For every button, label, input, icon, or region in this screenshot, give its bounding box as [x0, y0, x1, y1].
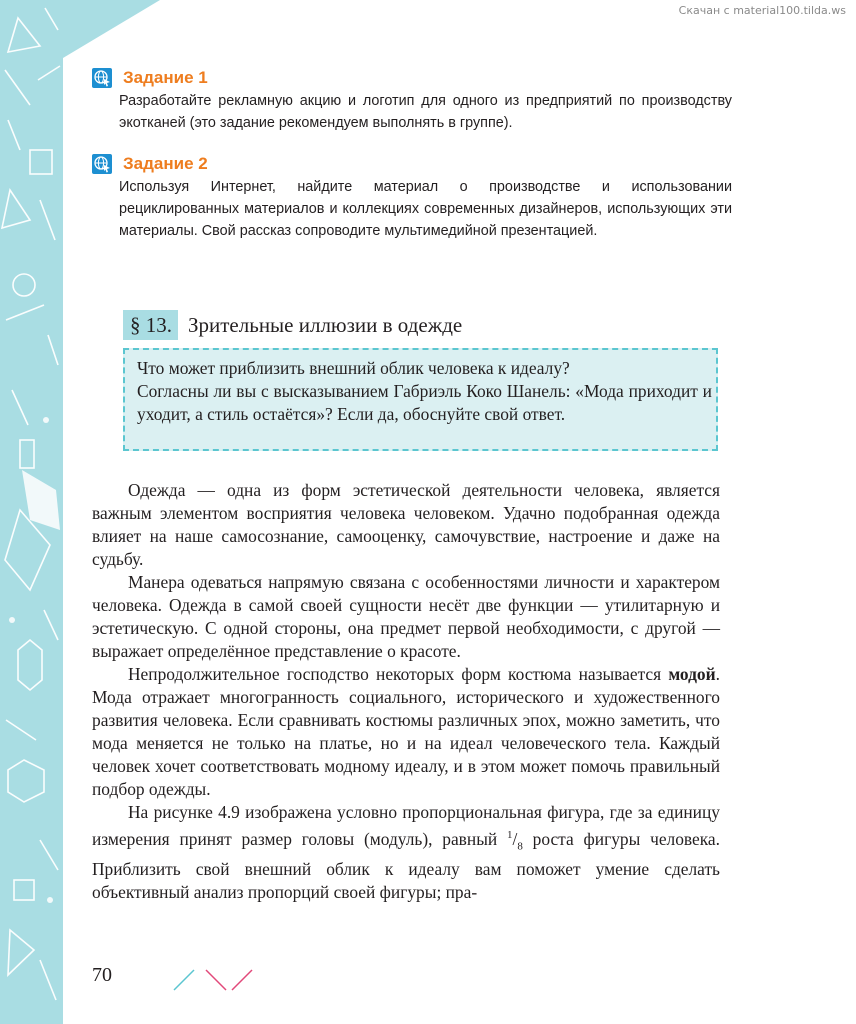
- globe-cursor-icon: [92, 154, 112, 174]
- paragraph-3: Непродолжительное господство некоторых форм костюма называется модой. Мода отражает многогранность социального, исторического и художественного развития человека. Если сравнивать костюмы различных эпох, можно заметить, что мода меняется не только на платье, но и на идеал человеческого тела. Каждый человек хочет соответствовать модному идеалу, и в этом может помочь правильный подбор одежды.: [92, 664, 720, 799]
- task-title: Задание 2: [123, 154, 208, 173]
- task-2: [92, 152, 732, 242]
- task-text: Разработайте рекламную акцию и логотип для одного из предприятий по производству экотканей (это задание рекомендуем выполнять в группе).: [119, 93, 732, 131]
- task-title: Задание 1: [123, 68, 208, 87]
- source-watermark: Скачан с material100.tilda.ws: [678, 4, 846, 17]
- question-2: Согласны ли вы с высказыванием Габриэль Коко Шанель: «Мода приходит и уходит, а стиль остаётся»? Если да, обоснуйте свой ответ.: [137, 381, 712, 424]
- geometric-pattern-icon: [0, 0, 63, 1024]
- paragraph-2: Манера одеваться напрямую связана с особенностями личности и характером человека. Одежда в самой своей сущности несёт две функции — утилитарную и эстетическую. С одной стороны, она предмет первой необходимости, с другой — выражает определённое представление о красоте.: [92, 572, 720, 661]
- section-number: § 13.: [123, 310, 178, 340]
- term-fashion: модой: [668, 664, 716, 684]
- section-title: Зрительные иллюзии в одежде: [188, 312, 463, 337]
- decorative-sidebar: [0, 0, 63, 1024]
- section-heading: [123, 310, 462, 340]
- corner-triangle-decoration: [63, 0, 163, 60]
- task-1: [92, 66, 732, 134]
- question-1: Что может приблизить внешний облик человека к идеалу?: [137, 358, 570, 378]
- paragraph-1: Одежда — одна из форм эстетической деятельности человека, является важным элементом восприятия человека человеком. Удачно подобранная одежда влияет на наше самосознание, самооценку, самочувствие, настроение и даже на судьбу.: [92, 480, 720, 569]
- decorative-lines-icon: [170, 966, 260, 994]
- paragraph-4: На рисунке 4.9 изображена условно пропорциональная фигура, где за единицу измерения принят размер головы (модуль), равный $^1/_8$ роста фигуры человека. Приблизить свой внешний облик к идеалу вам поможет умение сделать объективный анализ пропорций своей фигуры; пра-: [92, 802, 721, 903]
- globe-cursor-icon: [92, 68, 112, 88]
- page-number: 70: [92, 964, 112, 986]
- questions-box: [123, 348, 718, 451]
- task-text: Используя Интернет, найдите материал о производстве и использовании рециклированных материалов и коллекциях современных дизайнеров, использующих эти материалы. Свой рассказ сопроводите мультимедийной презентацией.: [119, 179, 732, 239]
- main-text: [92, 479, 720, 904]
